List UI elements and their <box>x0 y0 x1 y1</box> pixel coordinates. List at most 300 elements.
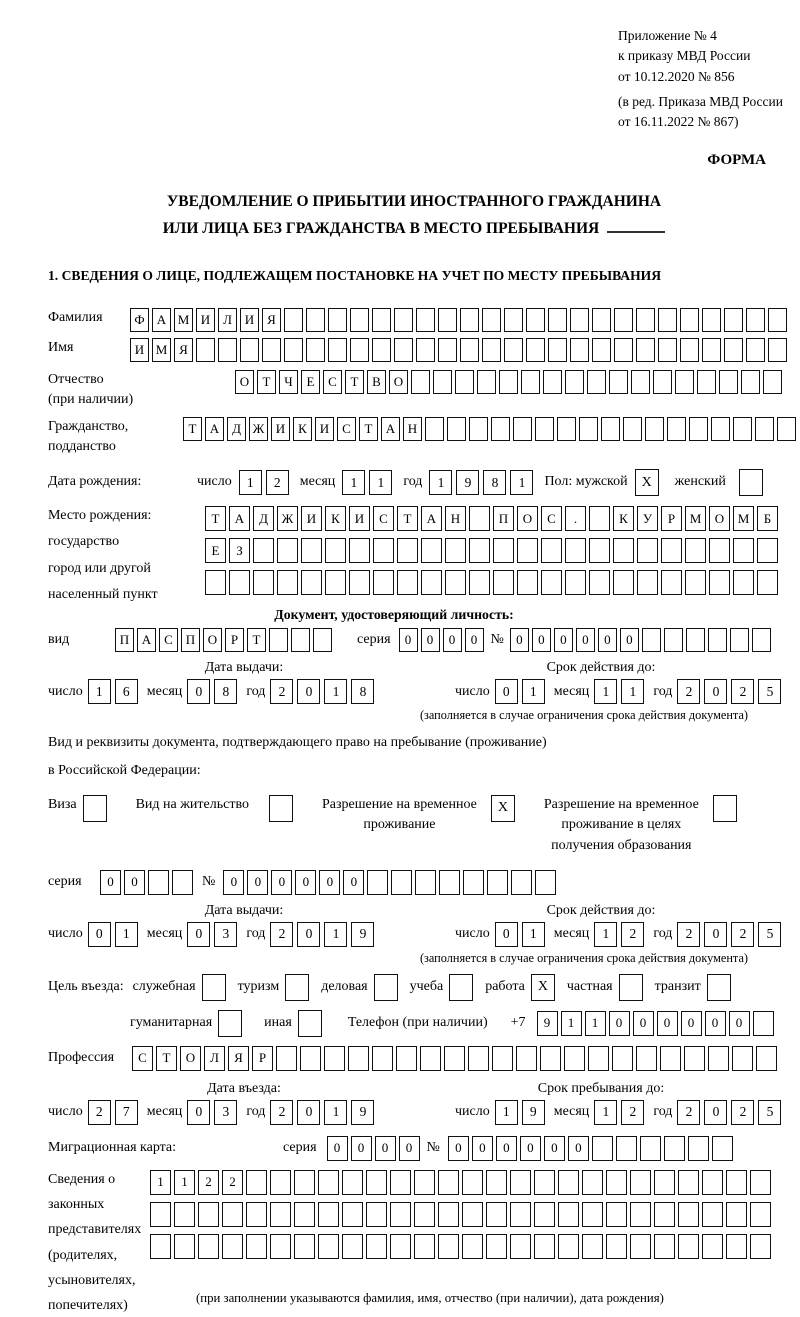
purpose-private-checkbox[interactable] <box>619 974 643 1001</box>
char-box[interactable] <box>752 628 771 652</box>
char-box[interactable] <box>196 338 215 362</box>
char-box[interactable]: К <box>293 417 312 441</box>
char-box[interactable] <box>653 370 672 394</box>
char-box[interactable]: 2 <box>731 922 754 947</box>
char-box[interactable] <box>313 628 332 652</box>
char-box[interactable] <box>373 570 394 595</box>
char-box[interactable] <box>246 1234 267 1259</box>
char-box[interactable]: 3 <box>214 1100 237 1125</box>
char-box[interactable] <box>689 417 708 441</box>
char-box[interactable] <box>733 570 754 595</box>
char-box[interactable] <box>768 338 787 362</box>
char-box[interactable] <box>324 1046 345 1071</box>
char-box[interactable] <box>589 570 610 595</box>
char-box[interactable] <box>366 1234 387 1259</box>
char-box[interactable] <box>613 570 634 595</box>
char-box[interactable]: 0 <box>472 1136 493 1161</box>
char-box[interactable] <box>372 338 391 362</box>
visa-checkbox[interactable] <box>83 795 107 822</box>
char-box[interactable]: 2 <box>222 1170 243 1195</box>
char-box[interactable] <box>680 338 699 362</box>
char-box[interactable] <box>397 538 418 563</box>
char-box[interactable] <box>421 570 442 595</box>
char-box[interactable] <box>425 417 444 441</box>
char-box[interactable]: 0 <box>495 922 518 947</box>
char-box[interactable] <box>535 417 554 441</box>
char-box[interactable]: 0 <box>443 628 462 652</box>
char-box[interactable]: С <box>159 628 178 652</box>
char-box[interactable]: 0 <box>88 922 111 947</box>
char-box[interactable] <box>526 308 545 332</box>
char-box[interactable] <box>372 1046 393 1071</box>
char-box[interactable] <box>614 308 633 332</box>
char-box[interactable] <box>558 1202 579 1227</box>
char-box[interactable] <box>526 338 545 362</box>
char-box[interactable]: О <box>517 506 538 531</box>
char-box[interactable] <box>462 1202 483 1227</box>
purpose-official-checkbox[interactable] <box>202 974 226 1001</box>
char-box[interactable] <box>198 1202 219 1227</box>
char-box[interactable]: 0 <box>554 628 573 652</box>
char-box[interactable] <box>445 570 466 595</box>
char-box[interactable]: 1 <box>342 470 365 495</box>
residence-permit-checkbox[interactable] <box>269 795 293 822</box>
char-box[interactable] <box>680 308 699 332</box>
char-box[interactable] <box>623 417 642 441</box>
purpose-other-checkbox[interactable] <box>298 1010 322 1037</box>
char-box[interactable]: 2 <box>621 1100 644 1125</box>
char-box[interactable] <box>664 628 683 652</box>
char-box[interactable]: Ч <box>279 370 298 394</box>
char-box[interactable] <box>394 338 413 362</box>
purpose-work-checkbox[interactable]: X <box>531 974 555 1001</box>
char-box[interactable] <box>486 1202 507 1227</box>
char-box[interactable] <box>726 1202 747 1227</box>
char-box[interactable] <box>565 370 584 394</box>
char-box[interactable] <box>708 1046 729 1071</box>
char-box[interactable]: 0 <box>297 922 320 947</box>
char-box[interactable] <box>702 1170 723 1195</box>
phone-digit-box[interactable] <box>753 1011 774 1036</box>
char-box[interactable]: М <box>733 506 754 531</box>
char-box[interactable] <box>174 1202 195 1227</box>
char-box[interactable] <box>438 1234 459 1259</box>
char-box[interactable]: 2 <box>677 922 700 947</box>
char-box[interactable]: 1 <box>324 1100 347 1125</box>
char-box[interactable] <box>709 570 730 595</box>
char-box[interactable] <box>504 308 523 332</box>
char-box[interactable]: 3 <box>214 922 237 947</box>
char-box[interactable]: Т <box>397 506 418 531</box>
char-box[interactable] <box>240 338 259 362</box>
char-box[interactable] <box>630 1234 651 1259</box>
char-box[interactable] <box>504 338 523 362</box>
char-box[interactable]: 9 <box>351 922 374 947</box>
char-box[interactable] <box>325 570 346 595</box>
char-box[interactable] <box>763 370 782 394</box>
char-box[interactable] <box>636 308 655 332</box>
char-box[interactable] <box>222 1234 243 1259</box>
char-box[interactable]: К <box>325 506 346 531</box>
char-box[interactable] <box>246 1170 267 1195</box>
char-box[interactable]: 0 <box>620 628 639 652</box>
char-box[interactable] <box>535 870 556 895</box>
char-box[interactable]: И <box>349 506 370 531</box>
char-box[interactable]: И <box>240 308 259 332</box>
char-box[interactable] <box>276 1046 297 1071</box>
char-box[interactable] <box>658 308 677 332</box>
char-box[interactable]: 0 <box>495 679 518 704</box>
char-box[interactable] <box>416 338 435 362</box>
char-box[interactable]: Н <box>445 506 466 531</box>
char-box[interactable] <box>246 1202 267 1227</box>
char-box[interactable] <box>262 338 281 362</box>
char-box[interactable]: Ж <box>277 506 298 531</box>
char-box[interactable] <box>284 338 303 362</box>
char-box[interactable] <box>630 1170 651 1195</box>
phone-digit-box[interactable]: 9 <box>537 1011 558 1036</box>
char-box[interactable] <box>349 538 370 563</box>
char-box[interactable] <box>642 628 661 652</box>
temp-residence-checkbox[interactable]: X <box>491 795 515 822</box>
char-box[interactable]: О <box>235 370 254 394</box>
char-box[interactable]: 2 <box>731 679 754 704</box>
char-box[interactable] <box>565 570 586 595</box>
char-box[interactable] <box>746 308 765 332</box>
char-box[interactable]: У <box>637 506 658 531</box>
char-box[interactable] <box>558 1234 579 1259</box>
char-box[interactable]: 2 <box>270 679 293 704</box>
char-box[interactable] <box>486 1234 507 1259</box>
char-box[interactable]: 2 <box>731 1100 754 1125</box>
char-box[interactable] <box>486 1170 507 1195</box>
char-box[interactable]: О <box>709 506 730 531</box>
char-box[interactable] <box>328 338 347 362</box>
char-box[interactable] <box>582 1234 603 1259</box>
char-box[interactable]: И <box>315 417 334 441</box>
phone-digit-box[interactable]: 0 <box>633 1011 654 1036</box>
char-box[interactable]: А <box>381 417 400 441</box>
char-box[interactable] <box>702 308 721 332</box>
char-box[interactable]: 0 <box>327 1136 348 1161</box>
char-box[interactable] <box>750 1170 771 1195</box>
char-box[interactable] <box>517 538 538 563</box>
char-box[interactable] <box>750 1234 771 1259</box>
char-box[interactable] <box>540 1046 561 1071</box>
char-box[interactable]: 0 <box>496 1136 517 1161</box>
char-box[interactable]: И <box>301 506 322 531</box>
char-box[interactable]: 0 <box>100 870 121 895</box>
char-box[interactable] <box>445 538 466 563</box>
char-box[interactable]: М <box>685 506 706 531</box>
char-box[interactable] <box>277 570 298 595</box>
char-box[interactable] <box>636 1046 657 1071</box>
purpose-tourism-checkbox[interactable] <box>285 974 309 1001</box>
char-box[interactable] <box>439 870 460 895</box>
char-box[interactable] <box>342 1234 363 1259</box>
char-box[interactable] <box>613 538 634 563</box>
char-box[interactable]: Я <box>262 308 281 332</box>
char-box[interactable] <box>172 870 193 895</box>
char-box[interactable] <box>229 570 250 595</box>
char-box[interactable]: 5 <box>758 679 781 704</box>
char-box[interactable] <box>390 1170 411 1195</box>
char-box[interactable] <box>708 628 727 652</box>
char-box[interactable]: 1 <box>324 922 347 947</box>
char-box[interactable] <box>565 538 586 563</box>
char-box[interactable] <box>582 1170 603 1195</box>
char-box[interactable] <box>582 1202 603 1227</box>
char-box[interactable] <box>637 538 658 563</box>
char-box[interactable]: 0 <box>421 628 440 652</box>
char-box[interactable]: 5 <box>758 1100 781 1125</box>
char-box[interactable]: 1 <box>522 679 545 704</box>
char-box[interactable] <box>510 1170 531 1195</box>
char-box[interactable] <box>253 538 274 563</box>
sex-male-checkbox[interactable]: X <box>635 469 659 496</box>
char-box[interactable] <box>511 870 532 895</box>
char-box[interactable]: 0 <box>343 870 364 895</box>
char-box[interactable]: Е <box>301 370 320 394</box>
char-box[interactable] <box>606 1170 627 1195</box>
char-box[interactable] <box>394 308 413 332</box>
char-box[interactable] <box>636 338 655 362</box>
char-box[interactable]: 2 <box>677 679 700 704</box>
char-box[interactable] <box>711 417 730 441</box>
char-box[interactable] <box>328 308 347 332</box>
char-box[interactable] <box>654 1234 675 1259</box>
char-box[interactable] <box>724 338 743 362</box>
char-box[interactable] <box>564 1046 585 1071</box>
char-box[interactable]: 0 <box>568 1136 589 1161</box>
char-box[interactable] <box>534 1170 555 1195</box>
char-box[interactable] <box>661 570 682 595</box>
char-box[interactable]: 0 <box>297 1100 320 1125</box>
char-box[interactable]: И <box>196 308 215 332</box>
char-box[interactable]: Т <box>247 628 266 652</box>
char-box[interactable] <box>768 308 787 332</box>
char-box[interactable]: 2 <box>270 1100 293 1125</box>
char-box[interactable] <box>667 417 686 441</box>
char-box[interactable] <box>688 1136 709 1161</box>
char-box[interactable] <box>589 506 610 531</box>
phone-digit-box[interactable]: 0 <box>657 1011 678 1036</box>
char-box[interactable]: Т <box>359 417 378 441</box>
char-box[interactable] <box>460 308 479 332</box>
char-box[interactable] <box>616 1136 637 1161</box>
char-box[interactable]: 1 <box>621 679 644 704</box>
char-box[interactable] <box>270 1202 291 1227</box>
char-box[interactable] <box>491 417 510 441</box>
char-box[interactable] <box>719 370 738 394</box>
char-box[interactable]: Я <box>228 1046 249 1071</box>
char-box[interactable] <box>148 870 169 895</box>
char-box[interactable] <box>414 1234 435 1259</box>
char-box[interactable]: 1 <box>594 1100 617 1125</box>
char-box[interactable] <box>587 370 606 394</box>
char-box[interactable]: 0 <box>448 1136 469 1161</box>
char-box[interactable] <box>630 1202 651 1227</box>
char-box[interactable] <box>373 538 394 563</box>
char-box[interactable]: 1 <box>239 470 262 495</box>
char-box[interactable] <box>755 417 774 441</box>
purpose-study-checkbox[interactable] <box>449 974 473 1001</box>
char-box[interactable] <box>686 628 705 652</box>
char-box[interactable] <box>342 1202 363 1227</box>
phone-digit-box[interactable]: 0 <box>705 1011 726 1036</box>
purpose-business-checkbox[interactable] <box>374 974 398 1001</box>
char-box[interactable] <box>462 1170 483 1195</box>
char-box[interactable]: 1 <box>510 470 533 495</box>
char-box[interactable] <box>205 570 226 595</box>
char-box[interactable] <box>306 308 325 332</box>
char-box[interactable]: 0 <box>187 1100 210 1125</box>
char-box[interactable]: Д <box>227 417 246 441</box>
char-box[interactable] <box>741 370 760 394</box>
char-box[interactable] <box>482 338 501 362</box>
char-box[interactable] <box>675 370 694 394</box>
char-box[interactable] <box>469 417 488 441</box>
char-box[interactable] <box>469 506 490 531</box>
char-box[interactable] <box>390 1202 411 1227</box>
char-box[interactable]: Б <box>757 506 778 531</box>
char-box[interactable] <box>730 628 749 652</box>
char-box[interactable] <box>421 538 442 563</box>
char-box[interactable] <box>414 1170 435 1195</box>
char-box[interactable] <box>396 1046 417 1071</box>
char-box[interactable] <box>350 308 369 332</box>
char-box[interactable] <box>300 1046 321 1071</box>
char-box[interactable]: 0 <box>598 628 617 652</box>
char-box[interactable] <box>447 417 466 441</box>
char-box[interactable] <box>438 1170 459 1195</box>
char-box[interactable] <box>391 870 412 895</box>
char-box[interactable] <box>438 1202 459 1227</box>
char-box[interactable]: 1 <box>522 922 545 947</box>
char-box[interactable]: Е <box>205 538 226 563</box>
char-box[interactable] <box>724 308 743 332</box>
char-box[interactable]: А <box>205 417 224 441</box>
char-box[interactable] <box>570 338 589 362</box>
char-box[interactable] <box>517 570 538 595</box>
char-box[interactable]: М <box>174 308 193 332</box>
char-box[interactable] <box>733 417 752 441</box>
char-box[interactable] <box>510 1202 531 1227</box>
char-box[interactable]: 2 <box>198 1170 219 1195</box>
char-box[interactable]: Р <box>225 628 244 652</box>
temp-residence-edu-checkbox[interactable] <box>713 795 737 822</box>
char-box[interactable] <box>697 370 716 394</box>
char-box[interactable]: О <box>389 370 408 394</box>
char-box[interactable] <box>521 370 540 394</box>
char-box[interactable] <box>342 1170 363 1195</box>
char-box[interactable] <box>558 1170 579 1195</box>
char-box[interactable]: 0 <box>399 628 418 652</box>
char-box[interactable] <box>416 308 435 332</box>
char-box[interactable] <box>589 538 610 563</box>
char-box[interactable]: П <box>181 628 200 652</box>
char-box[interactable] <box>150 1234 171 1259</box>
char-box[interactable] <box>684 1046 705 1071</box>
char-box[interactable]: 0 <box>399 1136 420 1161</box>
char-box[interactable] <box>516 1046 537 1071</box>
char-box[interactable]: Ф <box>130 308 149 332</box>
char-box[interactable]: 0 <box>704 922 727 947</box>
sex-female-checkbox[interactable] <box>739 469 763 496</box>
char-box[interactable]: 2 <box>621 922 644 947</box>
char-box[interactable]: О <box>203 628 222 652</box>
char-box[interactable]: Д <box>253 506 274 531</box>
char-box[interactable]: 0 <box>223 870 244 895</box>
char-box[interactable] <box>294 1234 315 1259</box>
char-box[interactable] <box>301 570 322 595</box>
char-box[interactable] <box>499 370 518 394</box>
char-box[interactable] <box>150 1202 171 1227</box>
char-box[interactable]: 1 <box>324 679 347 704</box>
char-box[interactable]: А <box>229 506 250 531</box>
char-box[interactable] <box>348 1046 369 1071</box>
char-box[interactable] <box>277 538 298 563</box>
phone-digit-box[interactable]: 1 <box>561 1011 582 1036</box>
char-box[interactable] <box>415 870 436 895</box>
char-box[interactable]: 5 <box>758 922 781 947</box>
char-box[interactable]: 0 <box>465 628 484 652</box>
char-box[interactable] <box>455 370 474 394</box>
char-box[interactable]: И <box>130 338 149 362</box>
char-box[interactable]: И <box>271 417 290 441</box>
char-box[interactable] <box>318 1170 339 1195</box>
char-box[interactable] <box>366 1170 387 1195</box>
char-box[interactable] <box>301 538 322 563</box>
char-box[interactable] <box>438 338 457 362</box>
char-box[interactable] <box>631 370 650 394</box>
char-box[interactable] <box>291 628 310 652</box>
char-box[interactable]: 8 <box>351 679 374 704</box>
char-box[interactable]: 0 <box>704 679 727 704</box>
char-box[interactable]: Н <box>403 417 422 441</box>
phone-digit-box[interactable]: 0 <box>729 1011 750 1036</box>
char-box[interactable]: К <box>613 506 634 531</box>
char-box[interactable]: 1 <box>369 470 392 495</box>
char-box[interactable] <box>664 1136 685 1161</box>
char-box[interactable] <box>660 1046 681 1071</box>
char-box[interactable]: Ж <box>249 417 268 441</box>
char-box[interactable] <box>534 1234 555 1259</box>
char-box[interactable] <box>678 1170 699 1195</box>
char-box[interactable]: 0 <box>247 870 268 895</box>
char-box[interactable] <box>469 538 490 563</box>
char-box[interactable] <box>444 1046 465 1071</box>
char-box[interactable]: Р <box>661 506 682 531</box>
char-box[interactable]: 0 <box>520 1136 541 1161</box>
char-box[interactable] <box>513 417 532 441</box>
char-box[interactable]: 0 <box>532 628 551 652</box>
char-box[interactable]: П <box>115 628 134 652</box>
char-box[interactable]: 0 <box>297 679 320 704</box>
char-box[interactable]: . <box>565 506 586 531</box>
char-box[interactable] <box>606 1234 627 1259</box>
char-box[interactable] <box>253 570 274 595</box>
char-box[interactable]: 2 <box>677 1100 700 1125</box>
char-box[interactable] <box>592 1136 613 1161</box>
char-box[interactable] <box>609 370 628 394</box>
char-box[interactable] <box>733 538 754 563</box>
char-box[interactable] <box>325 538 346 563</box>
char-box[interactable] <box>372 308 391 332</box>
char-box[interactable]: 1 <box>115 922 138 947</box>
char-box[interactable] <box>637 570 658 595</box>
char-box[interactable] <box>709 538 730 563</box>
